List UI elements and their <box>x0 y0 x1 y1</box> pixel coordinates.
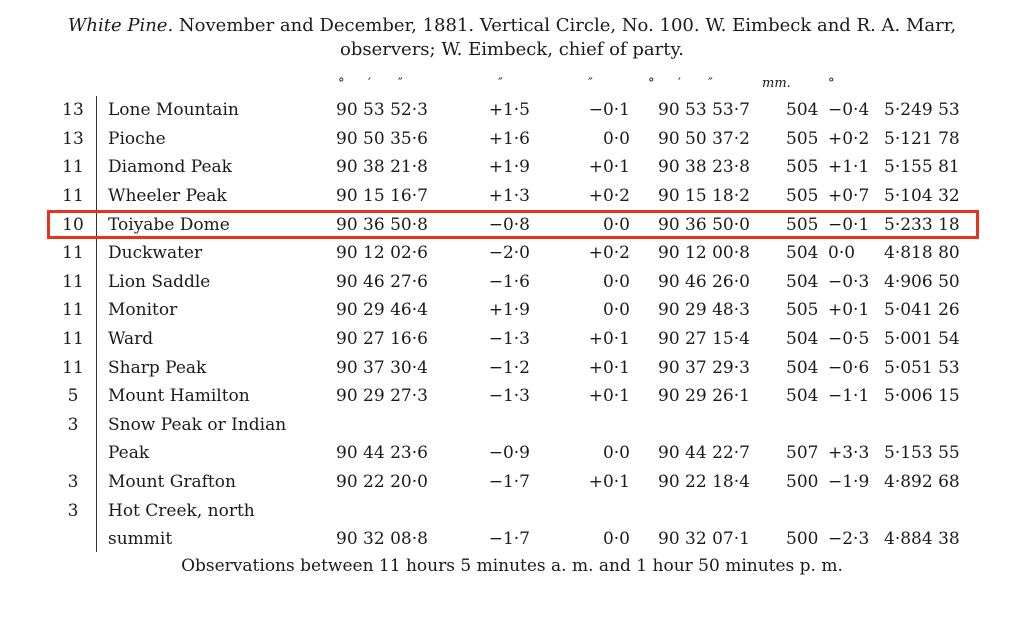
unit-minute-1: ′ <box>368 76 371 91</box>
row-correction-2: +0·1 <box>588 357 630 378</box>
unit-second-2: ″ <box>498 76 503 91</box>
header-line-2: observers; W. Eimbeck, chief of party. <box>340 39 684 60</box>
row-corrected-angle: 90 32 07·1 <box>658 529 750 550</box>
unit-mm: mm. <box>762 76 791 91</box>
row-log-distance: 5·233 18 <box>884 214 960 235</box>
row-correction-2: +0·1 <box>588 386 630 407</box>
row-station: Monitor <box>108 300 178 321</box>
row-station: Lone Mountain <box>108 100 239 121</box>
table-row <box>50 439 972 468</box>
row-correction-1: +1·9 <box>488 300 530 321</box>
row-temperature: −0·3 <box>828 271 870 292</box>
row-count: 11 <box>62 271 84 292</box>
row-count: 11 <box>62 357 84 378</box>
row-correction-2: +0·1 <box>588 472 630 493</box>
row-count: 3 <box>67 414 79 435</box>
row-count: 11 <box>62 300 84 321</box>
table-row <box>50 153 972 182</box>
row-barometer: 500 <box>786 472 819 493</box>
row-angle <box>336 496 462 525</box>
row-count: 11 <box>62 243 84 264</box>
table-row <box>50 468 972 497</box>
row-barometer: 500 <box>786 529 819 550</box>
row-log-distance <box>884 411 972 440</box>
row-barometer: 504 <box>786 100 819 121</box>
row-station: Snow Peak or Indian <box>108 414 287 435</box>
row-barometer: 507 <box>786 443 819 464</box>
row-correction-1: +1·6 <box>488 128 530 149</box>
unit-degree-3: ° <box>828 76 835 91</box>
row-log-distance: 5·104 32 <box>884 186 960 207</box>
table-row <box>50 239 972 268</box>
row-corrected-angle: 90 15 18·2 <box>658 186 750 207</box>
row-log-distance: 4·892 68 <box>884 472 960 493</box>
row-log-distance: 5·121 78 <box>884 128 960 149</box>
row-temperature: −0·4 <box>828 100 870 121</box>
row-angle: 90 12 02·6 <box>336 243 428 264</box>
row-temperature: 0·0 <box>828 243 856 264</box>
row-correction-2: 0·0 <box>602 300 630 321</box>
row-log-distance: 5·051 53 <box>884 357 960 378</box>
row-temperature: +0·2 <box>828 128 870 149</box>
row-log-distance: 4·884 38 <box>884 529 960 550</box>
row-station: Diamond Peak <box>108 157 232 178</box>
row-log-distance: 4·906 50 <box>884 271 960 292</box>
unit-second-3: ″ <box>588 76 593 91</box>
row-barometer: 505 <box>786 157 819 178</box>
row-station: Mount Hamilton <box>108 386 250 407</box>
row-corrected-angle <box>658 411 786 440</box>
column-units-row <box>0 76 1024 96</box>
row-angle: 90 27 16·6 <box>336 329 428 350</box>
row-count: 10 <box>62 214 84 235</box>
row-station: Ward <box>108 329 154 350</box>
row-corrected-angle: 90 29 26·1 <box>658 386 750 407</box>
row-station: Peak <box>108 443 150 464</box>
row-angle: 90 53 52·3 <box>336 100 428 121</box>
row-angle: 90 37 30·4 <box>336 357 428 378</box>
row-barometer: 504 <box>786 329 819 350</box>
row-barometer <box>786 496 828 525</box>
row-temperature <box>828 411 884 440</box>
table-row <box>50 325 972 354</box>
unit-minute-2: ′ <box>678 76 681 91</box>
row-correction-1 <box>462 496 562 525</box>
highlighted-row-box <box>47 210 979 239</box>
row-barometer <box>786 411 828 440</box>
row-log-distance: 5·006 15 <box>884 386 960 407</box>
row-count: 5 <box>67 386 79 407</box>
table-row <box>50 296 972 325</box>
row-temperature: +1·1 <box>828 157 870 178</box>
table-row <box>50 496 972 525</box>
row-count: 11 <box>62 329 84 350</box>
footer-note: Observations between 11 hours 5 minutes a. m. and 1 hour 50 minutes p. m. <box>181 556 843 576</box>
row-corrected-angle: 90 36 50·0 <box>658 214 750 235</box>
page-header <box>0 14 1024 62</box>
row-correction-2: 0·0 <box>602 529 630 550</box>
row-angle <box>336 411 462 440</box>
row-barometer: 504 <box>786 271 819 292</box>
row-corrected-angle: 90 27 15·4 <box>658 329 750 350</box>
row-correction-2: +0·2 <box>588 243 630 264</box>
row-temperature: −0·5 <box>828 329 870 350</box>
row-barometer: 505 <box>786 186 819 207</box>
row-temperature: −1·1 <box>828 386 870 407</box>
row-angle: 90 44 23·6 <box>336 443 428 464</box>
row-barometer: 504 <box>786 357 819 378</box>
table-row <box>50 382 972 411</box>
row-corrected-angle: 90 38 23·8 <box>658 157 750 178</box>
row-count: 3 <box>67 500 79 521</box>
row-temperature: +3·3 <box>828 443 870 464</box>
row-count: 11 <box>62 157 84 178</box>
row-angle: 90 29 46·4 <box>336 300 428 321</box>
row-correction-2: +0·1 <box>588 329 630 350</box>
row-correction-1: −1·3 <box>488 329 530 350</box>
row-correction-1: +1·3 <box>488 186 530 207</box>
row-correction-1: −0·8 <box>488 214 530 235</box>
row-correction-1: +1·9 <box>488 157 530 178</box>
row-correction-2: −0·1 <box>588 100 630 121</box>
row-angle: 90 38 21·8 <box>336 157 428 178</box>
row-log-distance: 5·153 55 <box>884 443 960 464</box>
row-correction-1: −1·2 <box>488 357 530 378</box>
row-count: 13 <box>62 128 84 149</box>
row-correction-2 <box>562 411 658 440</box>
row-corrected-angle: 90 37 29·3 <box>658 357 750 378</box>
unit-second-1: ″ <box>398 76 403 91</box>
row-station: Toiyabe Dome <box>108 214 230 235</box>
row-temperature: −2·3 <box>828 529 870 550</box>
row-correction-2: 0·0 <box>602 214 630 235</box>
row-station: Duckwater <box>108 243 203 264</box>
unit-degree-2: ° <box>648 76 655 91</box>
row-count <box>50 439 96 468</box>
row-count: 11 <box>62 186 84 207</box>
row-log-distance <box>884 496 972 525</box>
observation-table <box>50 96 972 554</box>
row-station: Hot Creek, north <box>108 500 255 521</box>
row-correction-1: −1·7 <box>488 472 530 493</box>
table-row <box>50 525 972 554</box>
row-correction-2: 0·0 <box>602 271 630 292</box>
unit-degree-1: ° <box>338 76 345 91</box>
row-angle: 90 29 27·3 <box>336 386 428 407</box>
row-corrected-angle: 90 44 22·7 <box>658 443 750 464</box>
row-station: summit <box>108 529 173 550</box>
row-correction-1: +1·5 <box>488 100 530 121</box>
table-row <box>50 268 972 297</box>
row-barometer: 505 <box>786 214 819 235</box>
row-log-distance: 5·041 26 <box>884 300 960 321</box>
header-line-1 <box>0 14 1024 38</box>
row-corrected-angle: 90 46 26·0 <box>658 271 750 292</box>
row-barometer: 505 <box>786 128 819 149</box>
table-row <box>50 411 972 440</box>
unit-second-4: ″ <box>708 76 713 91</box>
table-row <box>50 96 972 125</box>
table-row <box>50 182 972 211</box>
row-temperature: +0·7 <box>828 186 870 207</box>
row-station: Wheeler Peak <box>108 186 227 207</box>
row-temperature: −0·6 <box>828 357 870 378</box>
row-correction-1: −1·6 <box>488 271 530 292</box>
row-corrected-angle <box>658 496 786 525</box>
header-line-1-text: November and December, 1881. Vertical Circle, No. 100. W. Eimbeck and R. A. Marr, <box>178 15 957 36</box>
row-angle: 90 32 08·8 <box>336 529 428 550</box>
row-count: 13 <box>62 100 84 121</box>
row-correction-2: 0·0 <box>602 443 630 464</box>
row-count: 3 <box>67 472 79 493</box>
row-corrected-angle: 90 22 18·4 <box>658 472 750 493</box>
row-angle: 90 22 20·0 <box>336 472 428 493</box>
row-station: Sharp Peak <box>108 357 207 378</box>
row-temperature: −0·1 <box>828 214 870 235</box>
station-name: White Pine. <box>67 15 174 36</box>
row-log-distance: 5·249 53 <box>884 100 960 121</box>
row-corrected-angle: 90 50 37·2 <box>658 128 750 149</box>
row-temperature: −1·9 <box>828 472 870 493</box>
row-correction-1 <box>462 411 562 440</box>
row-corrected-angle: 90 12 00·8 <box>658 243 750 264</box>
row-angle: 90 36 50·8 <box>336 214 428 235</box>
row-log-distance: 4·818 80 <box>884 243 960 264</box>
row-correction-1: −0·9 <box>488 443 530 464</box>
row-correction-1: −1·7 <box>488 529 530 550</box>
row-log-distance: 5·155 81 <box>884 157 960 178</box>
row-correction-2: +0·1 <box>588 157 630 178</box>
row-correction-2: 0·0 <box>602 128 630 149</box>
row-log-distance: 5·001 54 <box>884 329 960 350</box>
row-angle: 90 46 27·6 <box>336 271 428 292</box>
row-barometer: 504 <box>786 243 819 264</box>
row-corrected-angle: 90 29 48·3 <box>658 300 750 321</box>
row-angle: 90 15 16·7 <box>336 186 428 207</box>
row-station: Lion Saddle <box>108 271 211 292</box>
row-correction-2 <box>562 496 658 525</box>
row-barometer: 504 <box>786 386 819 407</box>
row-correction-2: +0·2 <box>588 186 630 207</box>
table-row <box>50 125 972 154</box>
row-count <box>50 525 96 554</box>
row-station: Mount Grafton <box>108 472 236 493</box>
row-angle: 90 50 35·6 <box>336 128 428 149</box>
row-corrected-angle: 90 53 53·7 <box>658 100 750 121</box>
table-row <box>50 353 972 382</box>
row-correction-1: −1·3 <box>488 386 530 407</box>
row-barometer: 505 <box>786 300 819 321</box>
row-correction-1: −2·0 <box>488 243 530 264</box>
row-temperature: +0·1 <box>828 300 870 321</box>
row-station: Pioche <box>108 128 166 149</box>
row-temperature <box>828 496 884 525</box>
